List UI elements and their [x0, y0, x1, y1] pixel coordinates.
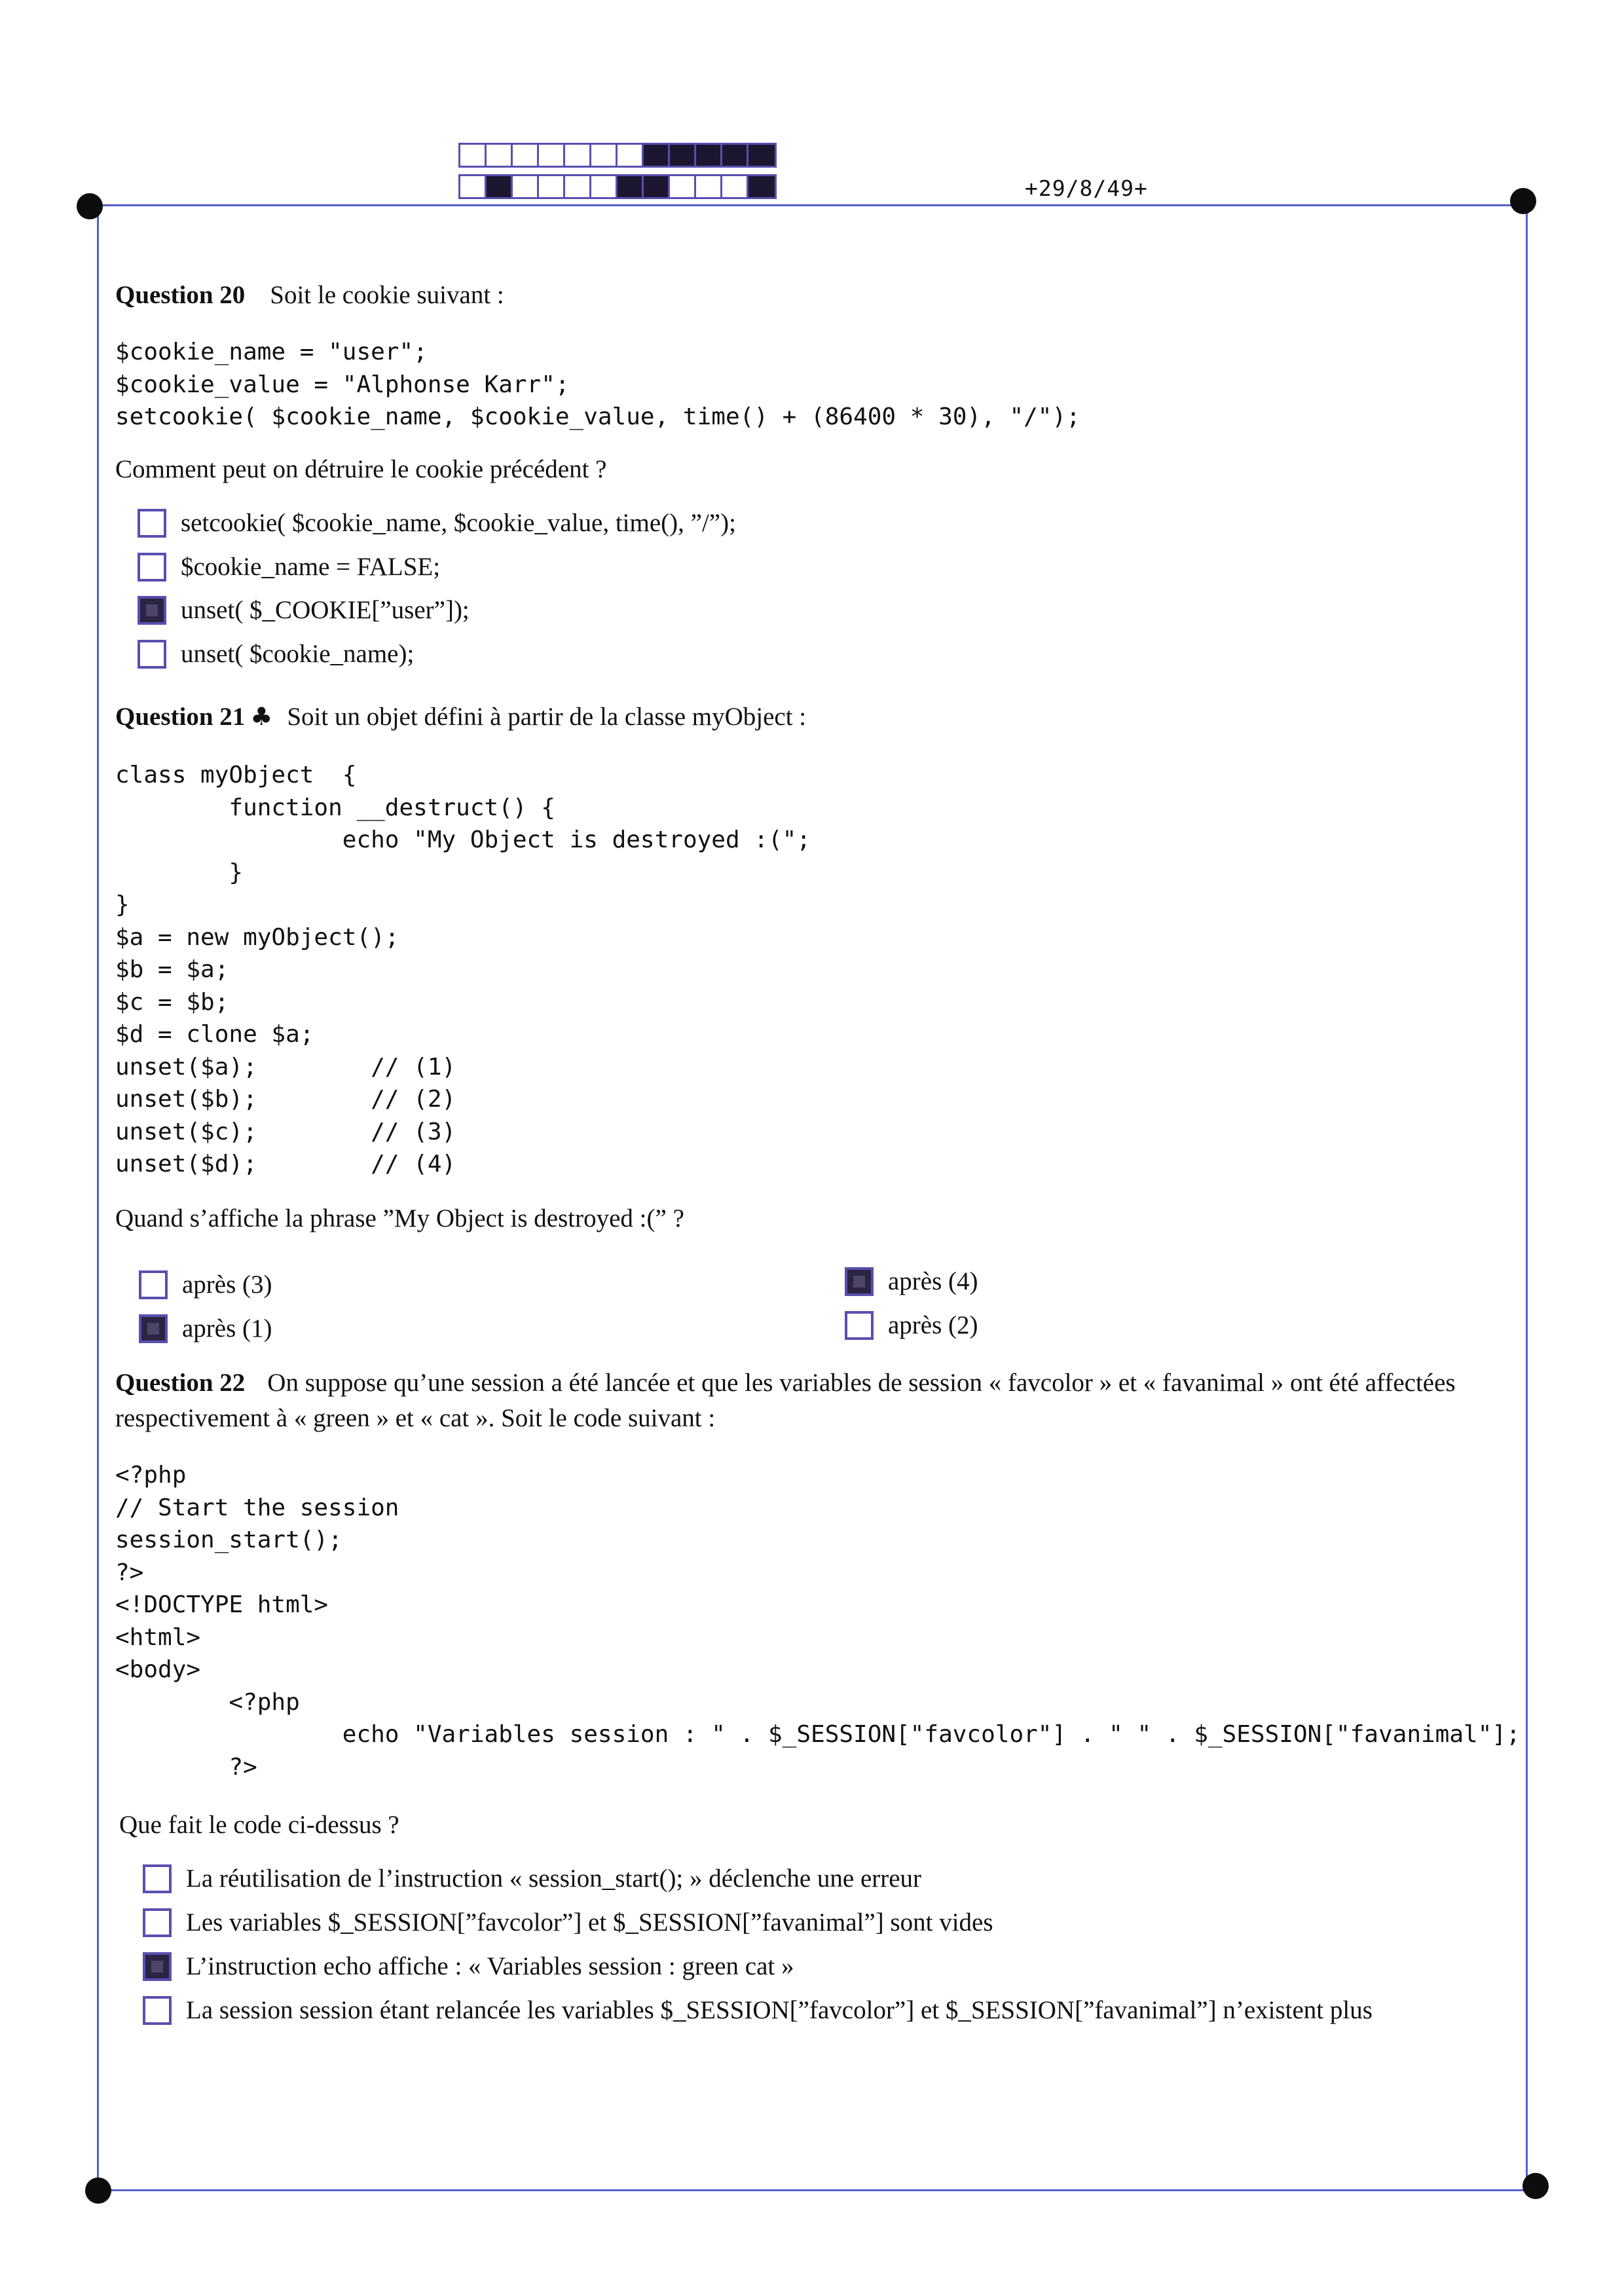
- frame-left-line: [97, 204, 99, 2193]
- barcode-cell: [539, 176, 565, 197]
- question-21-heading: [115, 702, 806, 731]
- option-label: La session session étant relancée les variables $_SESSION[”favcolor”] et $_SESSION[”favanimal”] n’existent plus: [186, 1996, 1373, 2024]
- checkbox[interactable]: [138, 596, 166, 625]
- checkbox[interactable]: [143, 1908, 172, 1937]
- barcode-cell: [644, 176, 670, 197]
- checkbox[interactable]: [143, 1952, 172, 1981]
- question-number: Question 22: [115, 1369, 246, 1397]
- checkbox[interactable]: [139, 1314, 168, 1343]
- barcode-cell: [565, 145, 591, 166]
- checkbox[interactable]: [138, 553, 166, 582]
- q20-option-1[interactable]: [138, 508, 736, 538]
- corner-marker-top-right: [1510, 188, 1536, 214]
- corner-marker-bottom-right: [1522, 2173, 1549, 2199]
- barcode-cell: [722, 176, 748, 197]
- barcode-cell: [618, 176, 644, 197]
- option-label: après (2): [888, 1311, 978, 1339]
- barcode-cell: [591, 176, 618, 197]
- option-label: unset( $cookie_name);: [181, 640, 415, 668]
- option-label: unset( $_COOKIE[”user”]);: [181, 596, 470, 624]
- barcode-cell: [513, 145, 539, 166]
- checkbox[interactable]: [143, 1864, 172, 1893]
- corner-marker-bottom-left: [85, 2177, 111, 2204]
- frame-top-line: [92, 204, 1526, 206]
- frame-bottom-line: [97, 2189, 1528, 2191]
- question-22-code: <?php // Start the session session_start(); ?> <!DOCTYPE html> <html> <body> <?php echo "Variables session : " . $_SESSION["favcolor"] . " " . $_SESSION["favanimal"]; ?>: [115, 1462, 1521, 1781]
- q21-option-4[interactable]: [845, 1310, 978, 1340]
- q21-option-3[interactable]: [845, 1267, 978, 1296]
- id-barcode-row-2: [458, 174, 777, 199]
- question-number: Question 20: [115, 281, 246, 309]
- checkbox[interactable]: [138, 640, 166, 669]
- barcode-cell: [513, 176, 539, 197]
- checkbox[interactable]: [139, 1270, 168, 1299]
- question-20-heading: [115, 280, 504, 310]
- barcode-cell: [618, 145, 644, 166]
- question-text: On suppose qu’une session a été lancée et que les variables de session « favcolor » et « favanimal » ont été affectées respectivement à « green » et « cat ». Soit le code suivant :: [115, 1369, 1456, 1432]
- option-label: Les variables $_SESSION[”favcolor”] et $_SESSION[”favanimal”] sont vides: [186, 1908, 993, 1936]
- barcode-cell: [460, 176, 487, 197]
- question-title: Soit un objet défini à partir de la classe myObject :: [287, 703, 807, 731]
- barcode-cell: [487, 145, 513, 166]
- question-21-prompt: Quand s’affiche la phrase ”My Object is destroyed :(” ?: [115, 1204, 684, 1232]
- frame-right-line: [1526, 204, 1528, 2189]
- q22-option-2[interactable]: [143, 1908, 993, 1937]
- barcode-cell: [748, 145, 775, 166]
- q22-option-3[interactable]: [143, 1952, 794, 1981]
- option-label: après (4): [888, 1267, 978, 1295]
- barcode-cell: [722, 145, 748, 166]
- checkbox[interactable]: [143, 1996, 172, 2025]
- barcode-cell: [696, 176, 722, 197]
- checkbox[interactable]: [845, 1311, 874, 1340]
- barcode-cell: [644, 145, 670, 166]
- q22-option-4[interactable]: [143, 1995, 1373, 2025]
- q20-option-4[interactable]: [138, 639, 414, 669]
- option-label: La réutilisation de l’instruction « session_start(); » déclenche une erreur: [186, 1864, 922, 1893]
- barcode-cell: [670, 145, 696, 166]
- checkbox[interactable]: [845, 1267, 874, 1296]
- barcode-cell: [539, 145, 565, 166]
- q21-option-1[interactable]: [139, 1270, 272, 1299]
- barcode-cell: [748, 176, 775, 197]
- question-22-prompt: Que fait le code ci-dessus ?: [119, 1811, 399, 1839]
- club-icon: ♣: [250, 702, 273, 731]
- barcode-cell: [670, 176, 696, 197]
- option-label: $cookie_name = FALSE;: [181, 553, 441, 581]
- option-label: après (3): [182, 1270, 272, 1299]
- option-label: setcookie( $cookie_name, $cookie_value, time(), ”/”);: [181, 509, 736, 537]
- question-22-heading: [115, 1365, 1517, 1436]
- q20-option-3[interactable]: [138, 595, 470, 625]
- option-label: après (1): [182, 1314, 272, 1342]
- question-title: Soit le cookie suivant :: [270, 281, 504, 309]
- question-20-code: $cookie_name = "user"; $cookie_value = "Alphonse Karr"; setcookie( $cookie_name, $cookie_value, time() + (86400 * 30), "/");: [115, 339, 1080, 430]
- question-20-prompt: Comment peut on détruire le cookie précédent ?: [115, 455, 607, 483]
- corner-marker-top-left: [77, 193, 103, 219]
- q21-option-2[interactable]: [139, 1314, 272, 1343]
- barcode-cell: [591, 145, 618, 166]
- question-number: Question 21: [115, 703, 246, 731]
- question-21-code: class myObject { function __destruct() { echo "My Object is destroyed :("; } } $a = new myObject(); $b = $a; $c = $b; $d = clone $a; unset($a); // (1) unset($b); // (2) unset($c); // (3) unset($d); // (4): [115, 762, 811, 1177]
- barcode-cell: [696, 145, 722, 166]
- barcode-cell: [487, 176, 513, 197]
- q22-option-1[interactable]: [143, 1864, 921, 1893]
- q20-option-2[interactable]: [138, 552, 440, 582]
- checkbox[interactable]: [138, 509, 166, 538]
- option-label: L’instruction echo affiche : « Variables session : green cat »: [186, 1952, 794, 1980]
- page-id: +29/8/49+: [1025, 176, 1148, 201]
- barcode-cell: [565, 176, 591, 197]
- barcode-cell: [460, 145, 487, 166]
- id-barcode-row-1: [458, 143, 777, 168]
